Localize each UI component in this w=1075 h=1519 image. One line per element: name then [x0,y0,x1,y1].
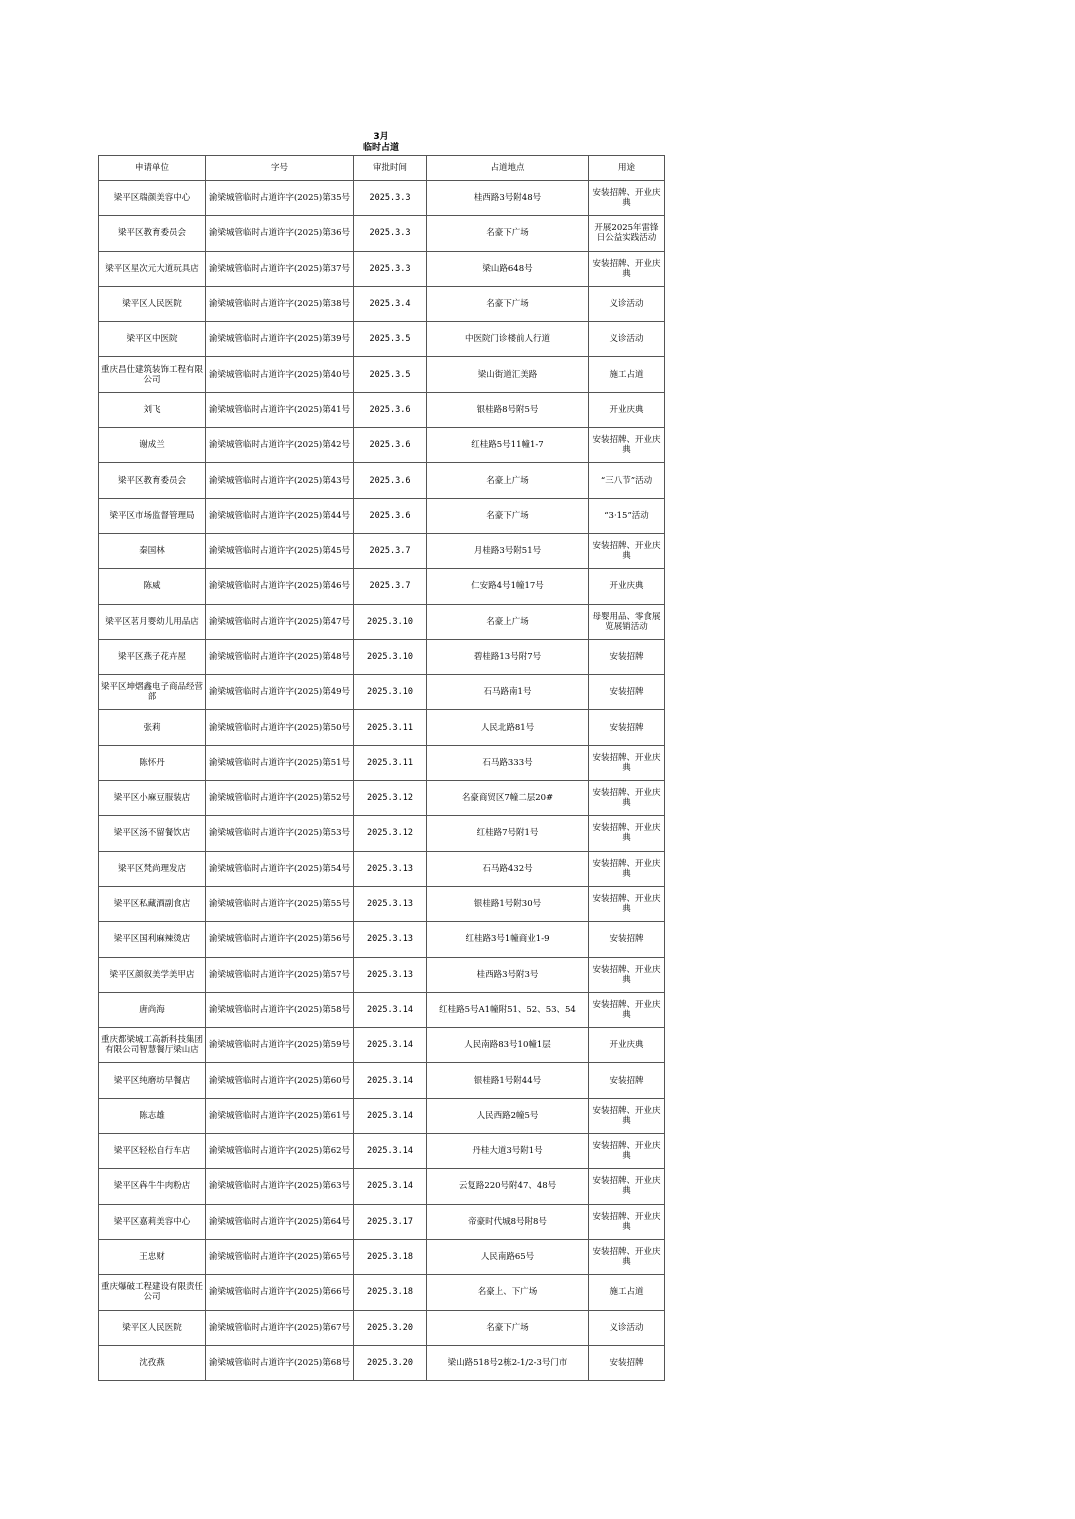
cell-approval-date: 2025.3.6 [354,428,427,463]
cell-permit-number: 渝梁城管临时占道许字(2025)第45号 [206,533,354,568]
header-unit: 申请单位 [99,156,206,181]
cell-location: 名豪下广场 [427,498,589,533]
cell-approval-date: 2025.3.11 [354,710,427,745]
sheet-title [98,132,664,154]
table-row [99,322,665,357]
table-row [99,428,665,463]
cell-location: 丹桂大道3号附1号 [427,1134,589,1169]
table-body [99,181,665,1381]
cell-unit: 秦国林 [99,533,206,568]
cell-purpose: 安装招牌、开业庆典 [589,1204,665,1239]
cell-unit: 梁平区瑞颜美容中心 [99,181,206,216]
header-permit-number: 字号 [206,156,354,181]
table-row [99,1204,665,1239]
cell-permit-number: 渝梁城管临时占道许字(2025)第46号 [206,569,354,604]
cell-permit-number: 渝梁城管临时占道许字(2025)第59号 [206,1028,354,1063]
cell-permit-number: 渝梁城管临时占道许字(2025)第48号 [206,639,354,674]
cell-location: 名豪商贸区7幢二层20# [427,781,589,816]
sheet-subtitle: 临时占道 [362,143,399,153]
cell-location: 银桂路1号附44号 [427,1063,589,1098]
cell-permit-number: 渝梁城管临时占道许字(2025)第63号 [206,1169,354,1204]
cell-unit: 张莉 [99,710,206,745]
cell-purpose: 安装招牌、开业庆典 [589,886,665,921]
cell-purpose: 安装招牌、开业庆典 [589,428,665,463]
table-row [99,1275,665,1310]
cell-unit: 陈威 [99,569,206,604]
cell-location: 石马路333号 [427,745,589,780]
table-row [99,957,665,992]
cell-approval-date: 2025.3.11 [354,745,427,780]
cell-unit: 陈志雄 [99,1098,206,1133]
cell-purpose: 安装招牌、开业庆典 [589,851,665,886]
cell-location: 红桂路5号A1幢附51、52、53、54 [427,992,589,1027]
cell-unit: 梁平区市场监督管理局 [99,498,206,533]
cell-approval-date: 2025.3.6 [354,498,427,533]
cell-unit: 梁平区人民医院 [99,1310,206,1345]
cell-purpose: 义诊活动 [589,1310,665,1345]
cell-approval-date: 2025.3.3 [354,216,427,251]
cell-location: 梁山路518号2栋2-1/2-3号门市 [427,1345,589,1380]
table-row [99,463,665,498]
cell-purpose: 安装招牌、开业庆典 [589,816,665,851]
cell-location: 月桂路3号附51号 [427,533,589,568]
cell-unit: 梁平区教育委员会 [99,463,206,498]
cell-unit: 梁平区轻松自行车店 [99,1134,206,1169]
cell-location: 中医院门诊楼前人行道 [427,322,589,357]
cell-unit: 梁平区梵尚理发店 [99,851,206,886]
cell-purpose: 施工占道 [589,357,665,392]
cell-purpose: “3·15”活动 [589,498,665,533]
header-row [99,156,665,181]
cell-location: 碧桂路13号附7号 [427,639,589,674]
cell-purpose: 安装招牌、开业庆典 [589,745,665,780]
cell-purpose: 义诊活动 [589,322,665,357]
cell-approval-date: 2025.3.14 [354,1134,427,1169]
cell-location: 人民北路81号 [427,710,589,745]
cell-purpose: 开展2025年雷锋日公益实践活动 [589,216,665,251]
cell-unit: 王忠财 [99,1239,206,1274]
cell-approval-date: 2025.3.4 [354,286,427,321]
cell-unit: 梁平区私藏酒副食店 [99,886,206,921]
cell-location: 红桂路7号附1号 [427,816,589,851]
cell-approval-date: 2025.3.14 [354,1169,427,1204]
cell-location: 梁山街道汇美路 [427,357,589,392]
cell-unit: 梁平区中医院 [99,322,206,357]
cell-approval-date: 2025.3.6 [354,392,427,427]
permit-table [98,155,665,1381]
table-row [99,922,665,957]
cell-permit-number: 渝梁城管临时占道许字(2025)第62号 [206,1134,354,1169]
table-row [99,604,665,639]
table-row [99,992,665,1027]
cell-purpose: 安装招牌 [589,1345,665,1380]
cell-approval-date: 2025.3.5 [354,322,427,357]
cell-purpose: 母婴用品、零食展览展销活动 [589,604,665,639]
cell-purpose: 安装招牌、开业庆典 [589,1134,665,1169]
cell-permit-number: 渝梁城管临时占道许字(2025)第55号 [206,886,354,921]
cell-purpose: 安装招牌、开业庆典 [589,533,665,568]
cell-approval-date: 2025.3.13 [354,851,427,886]
table-row [99,357,665,392]
cell-purpose: 施工占道 [589,1275,665,1310]
cell-approval-date: 2025.3.6 [354,463,427,498]
cell-unit: 梁平区纯磨坊早餐店 [99,1063,206,1098]
cell-permit-number: 渝梁城管临时占道许字(2025)第40号 [206,357,354,392]
cell-permit-number: 渝梁城管临时占道许字(2025)第54号 [206,851,354,886]
cell-approval-date: 2025.3.13 [354,886,427,921]
cell-unit: 梁平区人民医院 [99,286,206,321]
cell-unit: 重庆爆破工程建设有限责任公司 [99,1275,206,1310]
cell-purpose: 安装招牌、开业庆典 [589,251,665,286]
cell-approval-date: 2025.3.13 [354,922,427,957]
cell-location: 名豪下广场 [427,1310,589,1345]
cell-location: 银桂路8号附5号 [427,392,589,427]
table-row [99,639,665,674]
cell-approval-date: 2025.3.10 [354,675,427,710]
cell-unit: 梁平区嘉莉美容中心 [99,1204,206,1239]
cell-purpose: 义诊活动 [589,286,665,321]
cell-permit-number: 渝梁城管临时占道许字(2025)第66号 [206,1275,354,1310]
table-row [99,498,665,533]
table-row [99,816,665,851]
cell-permit-number: 渝梁城管临时占道许字(2025)第67号 [206,1310,354,1345]
cell-permit-number: 渝梁城管临时占道许字(2025)第49号 [206,675,354,710]
cell-unit: 梁平区星次元大道玩具店 [99,251,206,286]
table-row [99,851,665,886]
cell-approval-date: 2025.3.5 [354,357,427,392]
cell-approval-date: 2025.3.18 [354,1239,427,1274]
cell-location: 红桂路3号1幢商业1-9 [427,922,589,957]
cell-purpose: 安装招牌、开业庆典 [589,1098,665,1133]
cell-unit: 陈怀丹 [99,745,206,780]
cell-location: 名豪下广场 [427,286,589,321]
cell-permit-number: 渝梁城管临时占道许字(2025)第44号 [206,498,354,533]
cell-purpose: 安装招牌、开业庆典 [589,992,665,1027]
cell-permit-number: 渝梁城管临时占道许字(2025)第36号 [206,216,354,251]
cell-unit: 梁平区颜叙美学美甲店 [99,957,206,992]
table-row [99,710,665,745]
cell-purpose: 安装招牌 [589,639,665,674]
cell-permit-number: 渝梁城管临时占道许字(2025)第38号 [206,286,354,321]
cell-location: 银桂路1号附30号 [427,886,589,921]
cell-purpose: 安装招牌 [589,710,665,745]
cell-permit-number: 渝梁城管临时占道许字(2025)第56号 [206,922,354,957]
table-row [99,251,665,286]
cell-unit: 唐尚海 [99,992,206,1027]
cell-approval-date: 2025.3.20 [354,1310,427,1345]
cell-location: 人民南路83号10幢1层 [427,1028,589,1063]
cell-approval-date: 2025.3.18 [354,1275,427,1310]
cell-permit-number: 渝梁城管临时占道许字(2025)第50号 [206,710,354,745]
cell-unit: 重庆昌仕建筑装饰工程有限公司 [99,357,206,392]
cell-unit: 梁平区燕子花卉屋 [99,639,206,674]
cell-permit-number: 渝梁城管临时占道许字(2025)第37号 [206,251,354,286]
cell-permit-number: 渝梁城管临时占道许字(2025)第41号 [206,392,354,427]
cell-permit-number: 渝梁城管临时占道许字(2025)第65号 [206,1239,354,1274]
table-row [99,216,665,251]
cell-location: 云复路220号附47、48号 [427,1169,589,1204]
cell-approval-date: 2025.3.12 [354,781,427,816]
table-row [99,1169,665,1204]
table-row [99,1028,665,1063]
table-row [99,1239,665,1274]
cell-unit: 刘飞 [99,392,206,427]
cell-permit-number: 渝梁城管临时占道许字(2025)第35号 [206,181,354,216]
cell-approval-date: 2025.3.20 [354,1345,427,1380]
cell-approval-date: 2025.3.14 [354,1028,427,1063]
month-title: 3月 [373,132,389,142]
cell-location: 仁安路4号1幢17号 [427,569,589,604]
cell-location: 名豪下广场 [427,216,589,251]
cell-purpose: 安装招牌、开业庆典 [589,781,665,816]
cell-purpose: 开业庆典 [589,392,665,427]
cell-approval-date: 2025.3.13 [354,957,427,992]
header-purpose: 用途 [589,156,665,181]
cell-location: 梁山路648号 [427,251,589,286]
cell-unit: 沈孜燕 [99,1345,206,1380]
cell-approval-date: 2025.3.14 [354,1098,427,1133]
cell-purpose: 安装招牌 [589,1063,665,1098]
cell-approval-date: 2025.3.14 [354,992,427,1027]
table-row [99,392,665,427]
cell-permit-number: 渝梁城管临时占道许字(2025)第61号 [206,1098,354,1133]
cell-location: 人民南路65号 [427,1239,589,1274]
cell-unit: 梁平区坤熠鑫电子商品经营部 [99,675,206,710]
cell-permit-number: 渝梁城管临时占道许字(2025)第57号 [206,957,354,992]
cell-purpose: 开业庆典 [589,1028,665,1063]
cell-permit-number: 渝梁城管临时占道许字(2025)第47号 [206,604,354,639]
cell-location: 石马路南1号 [427,675,589,710]
cell-approval-date: 2025.3.7 [354,569,427,604]
cell-permit-number: 渝梁城管临时占道许字(2025)第68号 [206,1345,354,1380]
cell-location: 名豪上、下广场 [427,1275,589,1310]
header-approval-date: 审批时间 [354,156,427,181]
cell-permit-number: 渝梁城管临时占道许字(2025)第64号 [206,1204,354,1239]
table-row [99,1345,665,1380]
cell-purpose: 开业庆典 [589,569,665,604]
cell-unit: 梁平区汤不留餐饮店 [99,816,206,851]
cell-approval-date: 2025.3.14 [354,1063,427,1098]
cell-location: 红桂路5号11幢1-7 [427,428,589,463]
cell-approval-date: 2025.3.7 [354,533,427,568]
cell-unit: 梁平区犇牛牛肉粉店 [99,1169,206,1204]
table-row [99,286,665,321]
table-row [99,569,665,604]
cell-purpose: 安装招牌、开业庆典 [589,1239,665,1274]
cell-permit-number: 渝梁城管临时占道许字(2025)第43号 [206,463,354,498]
header-location: 占道地点 [427,156,589,181]
cell-location: 人民西路2幢5号 [427,1098,589,1133]
cell-approval-date: 2025.3.3 [354,251,427,286]
cell-location: 名豪上广场 [427,604,589,639]
cell-approval-date: 2025.3.12 [354,816,427,851]
cell-unit: 梁平区教育委员会 [99,216,206,251]
cell-location: 石马路432号 [427,851,589,886]
table-row [99,1310,665,1345]
cell-permit-number: 渝梁城管临时占道许字(2025)第51号 [206,745,354,780]
cell-permit-number: 渝梁城管临时占道许字(2025)第58号 [206,992,354,1027]
table-row [99,1098,665,1133]
cell-permit-number: 渝梁城管临时占道许字(2025)第52号 [206,781,354,816]
cell-unit: 重庆都梁城工高新科技集团有限公司智慧餐厅梁山店 [99,1028,206,1063]
table-row [99,533,665,568]
cell-unit: 谢成兰 [99,428,206,463]
cell-approval-date: 2025.3.10 [354,639,427,674]
cell-unit: 梁平区小麻豆服装店 [99,781,206,816]
table-row [99,886,665,921]
cell-purpose: 安装招牌 [589,922,665,957]
cell-permit-number: 渝梁城管临时占道许字(2025)第42号 [206,428,354,463]
cell-location: 名豪上广场 [427,463,589,498]
table-row [99,781,665,816]
cell-approval-date: 2025.3.3 [354,181,427,216]
cell-location: 桂西路3号附3号 [427,957,589,992]
cell-location: 桂西路3号附48号 [427,181,589,216]
cell-purpose: 安装招牌、开业庆典 [589,957,665,992]
cell-purpose: 安装招牌、开业庆典 [589,181,665,216]
cell-purpose: 安装招牌 [589,675,665,710]
cell-approval-date: 2025.3.10 [354,604,427,639]
table-row [99,1063,665,1098]
cell-permit-number: 渝梁城管临时占道许字(2025)第39号 [206,322,354,357]
cell-unit: 梁平区国利麻辣烫店 [99,922,206,957]
cell-purpose: “三八节”活动 [589,463,665,498]
table-row [99,181,665,216]
cell-location: 帝豪时代城8号附8号 [427,1204,589,1239]
table-row [99,675,665,710]
table-row [99,745,665,780]
cell-permit-number: 渝梁城管临时占道许字(2025)第53号 [206,816,354,851]
cell-permit-number: 渝梁城管临时占道许字(2025)第60号 [206,1063,354,1098]
cell-unit: 梁平区茗月婴幼儿用品店 [99,604,206,639]
cell-purpose: 安装招牌、开业庆典 [589,1169,665,1204]
table-row [99,1134,665,1169]
cell-approval-date: 2025.3.17 [354,1204,427,1239]
